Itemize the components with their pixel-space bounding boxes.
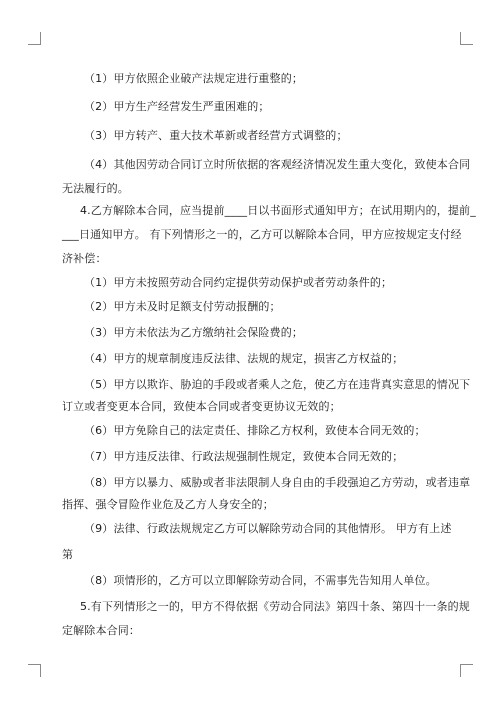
clause-4-line-1: （4）其他因劳动合同订立时所依据的客观经济情况发生重大变化，致使本合同: [84, 158, 471, 171]
clause-3-line-1: （3）甲方转产、重大技术革新或者经营方式调整的；: [84, 129, 348, 142]
comp-9-line-2: 第: [62, 548, 74, 561]
comp-5-line-2: 订立或者变更本合同，致使本合同或者变更协议无效的；: [62, 400, 341, 413]
section-4-line-3: 济补偿：: [62, 252, 107, 265]
section-4-line-2: ___日通知甲方。 有下列情形之一的，乙方可以解除本合同，甲方应按规定支付经: [62, 228, 462, 241]
crop-mark-bottom-left: [28, 664, 41, 677]
comp-1-line-1: （1）甲方未按照劳动合同约定提供劳动保护或者劳动条件的；: [84, 276, 393, 289]
comp-8-line-2: 指挥、强令冒险作业危及乙方人身安全的；: [62, 498, 274, 511]
comp-3-line-1: （3）甲方未依法为乙方缴纳社会保险费的；: [84, 326, 303, 339]
section-4-line-1: 4.乙方解除本合同，应当提前____日以书面形式通知甲方；在试用期内的，提前_: [80, 204, 476, 217]
clause-1-line-1: （1）甲方依照企业破产法规定进行重整的；: [84, 72, 303, 85]
crop-mark-bottom-right: [460, 664, 473, 677]
comp-8b-line-1: （8）项情形的，乙方可以立即解除劳动合同，不需事先告知用人单位。: [84, 574, 437, 587]
comp-8-line-1: （8）甲方以暴力、威胁或者非法限制人身自由的手段强迫乙方劳动，或者违章: [84, 476, 471, 489]
section-5-line-2: 定解除本合同：: [62, 624, 141, 637]
crop-mark-top-left: [28, 32, 41, 45]
crop-mark-top-right: [460, 32, 473, 45]
comp-2-line-1: （2）甲方未及时足额支付劳动报酬的；: [84, 300, 281, 313]
comp-9-line-1: （9）法律、行政法规规定乙方可以解除劳动合同的其他情形。 甲方有上述: [84, 522, 452, 535]
comp-4-line-1: （4）甲方的规章制度违反法律、法规的规定，损害乙方权益的；: [84, 352, 404, 365]
comp-5-line-1: （5）甲方以欺诈、胁迫的手段或者乘人之危，使乙方在违背真实意思的情况下: [84, 378, 471, 391]
clause-2-line-1: （2）甲方生产经营发生严重困难的；: [84, 100, 270, 113]
section-5-line-1: 5.有下列情形之一的，甲方不得依据《劳动合同法》第四十条、第四十一条的规: [80, 600, 470, 613]
clause-4-line-2: 无法履行的。: [62, 182, 129, 195]
comp-6-line-1: （6）甲方免除自己的法定责任、排除乙方权利，致使本合同无效的；: [84, 424, 426, 437]
comp-7-line-1: （7）甲方违反法律、行政法规强制性规定，致使本合同无效的；: [84, 450, 404, 463]
